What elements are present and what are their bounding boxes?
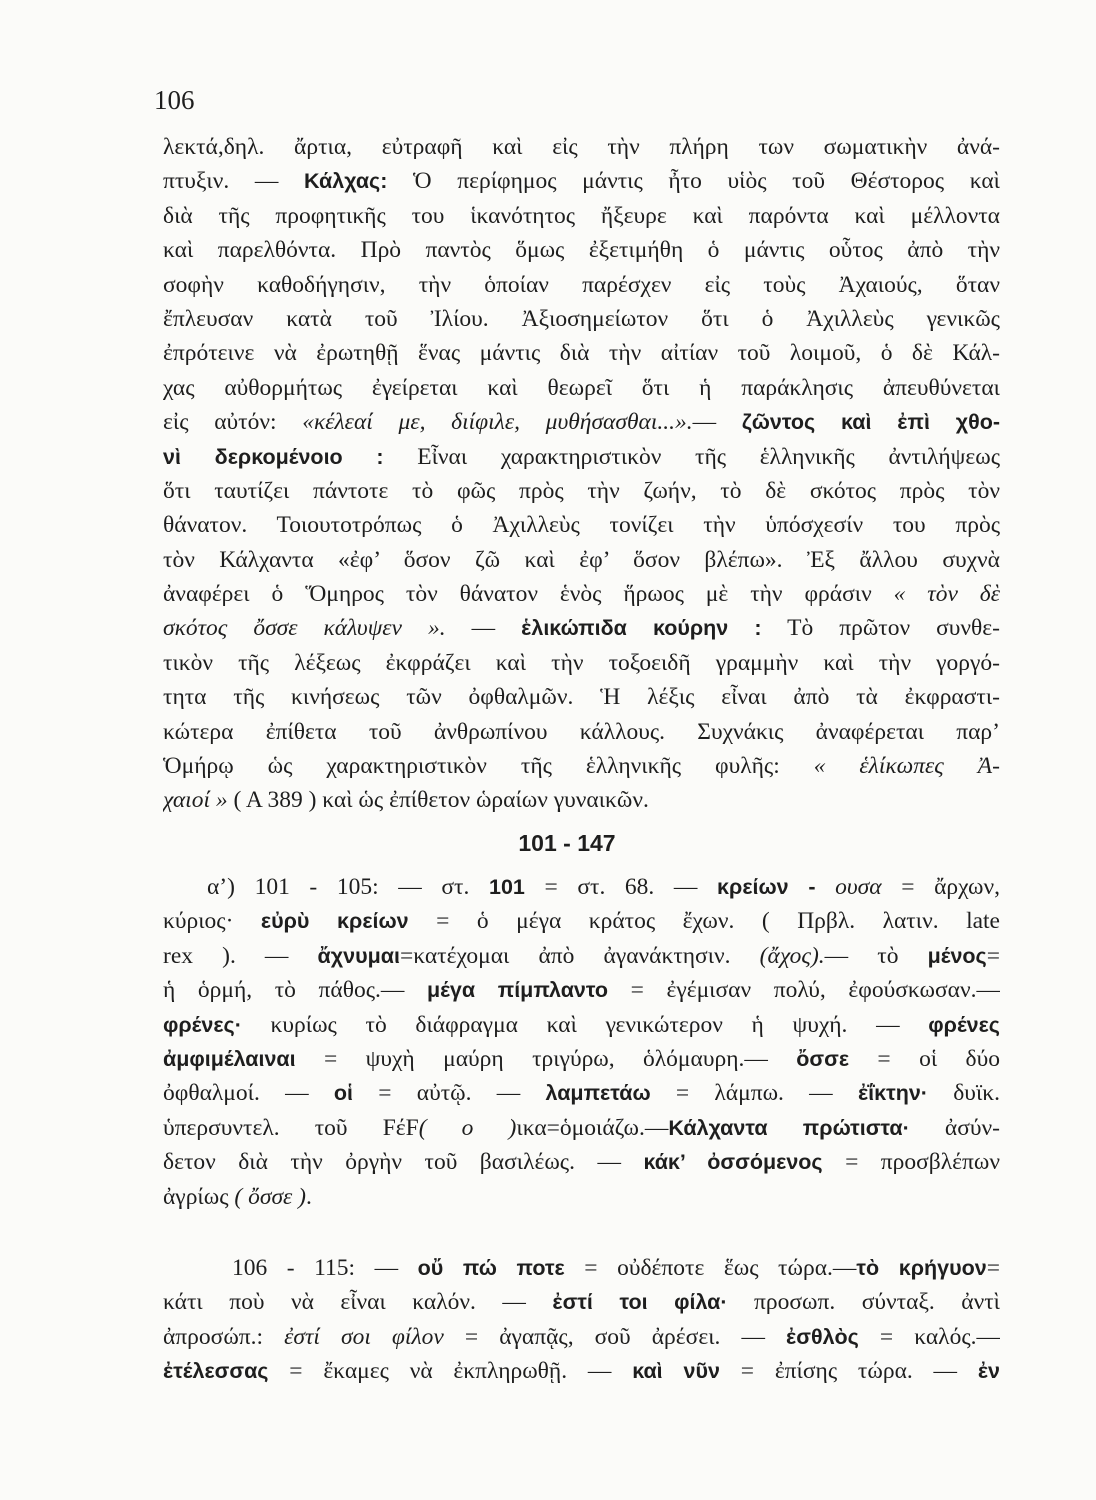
text-line (163, 973, 1000, 1007)
body-text: Ὁμήρῳ ὡς χαρακτηριστικὸν τῆς ἑλληνικῆς φυλῆς: (163, 753, 814, 780)
body-text: α’) 101 - 105: — στ. (207, 874, 489, 900)
text-line (163, 577, 1000, 611)
page-number: 106 (154, 85, 195, 115)
text-line (163, 1251, 1000, 1285)
lemma-term: κάκ’ ὀσσόμενος (643, 1150, 823, 1175)
body-text: λεκτά,δηλ. ἄρτια, εὐτραφῆ καὶ εἰς τὴν πλήρη των σωματικὴν ἀνά- (163, 134, 1000, 160)
text-line (163, 405, 1000, 439)
lemma-term: κρείων - (717, 875, 816, 899)
body-text: σοφὴν καθοδήγησιν, τὴν ὁποίαν παρέσχεν εἰς τοὺς Ἀχαιούς, ὅταν (163, 271, 1000, 298)
body-text: ικα=ὁμοιάζω.— (516, 1114, 669, 1141)
text-line (163, 164, 1000, 198)
lemma-term: μέγα πίμπλαντο (427, 978, 608, 1003)
lemma-term: φρένες (928, 1012, 1000, 1037)
text-line (163, 715, 1000, 749)
text-line (163, 904, 1000, 938)
italic-quote: σκότος ὄσσε κάλυψεν ». (163, 615, 446, 642)
italic-quote: « ἑλίκωπες Ἀ- (813, 753, 1000, 780)
body-text: = ἔκαμες νὰ ἐκπληρωθῇ. — (268, 1358, 633, 1385)
text-line (163, 870, 1000, 904)
body-text: . (306, 1183, 312, 1210)
body-text: = ἄρχων, (881, 874, 1000, 900)
lemma-term: Κάλχαντα πρώτιστα· (668, 1115, 910, 1140)
italic-quote: «κέλεαί με, διίφιλε, μυθήσασθαι...». (302, 409, 693, 436)
body-text: Τὸ πρῶτον συνθε- (761, 615, 1000, 642)
body-text: κώτερα ἐπίθετα τοῦ ἀνθρωπίνου κάλλους. Συχνάκις ἀναφέρεται παρ’ (163, 718, 1000, 745)
body-text: ( Α 389 ) καὶ ὡς ἐπίθετον ὡραίων γυναικῶν. (227, 787, 649, 814)
lemma-term: ἐστί τοι φίλα· (552, 1290, 728, 1315)
lemma-term: Κάλχας: (304, 169, 388, 194)
body-text: ἡ ὁρμή, τὸ πάθος.— (163, 977, 428, 1004)
body-text: =κατέχομαι ἀπὸ ἀγανάκτησιν. (399, 942, 760, 969)
lemma-term: ζῶντος καὶ ἐπὶ χθο- (741, 410, 1000, 435)
lemma-term: ἐν (977, 1359, 1000, 1384)
text-line (163, 543, 1000, 577)
body-text: = (986, 942, 1000, 969)
text-line (163, 1111, 1000, 1145)
body-text: = αὐτῷ. — (352, 1080, 546, 1107)
lemma-term: ἀμφιμέλαιναι (163, 1046, 296, 1071)
body-text: = καλός.— (858, 1323, 1000, 1350)
body-text: = ἐπίσης τώρα. — (719, 1358, 978, 1385)
text-line (163, 749, 1000, 783)
text-line (163, 1354, 1000, 1388)
italic-quote: ( ο ) (418, 1114, 517, 1141)
body-text: δετον διὰ τὴν ὀργὴν τοῦ βασιλέως. — (163, 1149, 644, 1176)
text-line (163, 939, 1000, 973)
body-text: κάτι ποὺ νὰ εἶναι καλόν. — (163, 1289, 553, 1316)
body-text: = ἀγαπᾷς, σοῦ ἀρέσει. — (443, 1323, 787, 1350)
italic-quote: χαιοί » (163, 787, 228, 814)
body-text: = οὐδέποτε ἕως τώρα.— (564, 1255, 857, 1281)
lemma-term: ὄσσε (796, 1046, 850, 1071)
body-text: ὑπερσυντελ. τοῦ FέF (163, 1114, 419, 1141)
body-text: εἰς αὐτόν: (163, 409, 303, 436)
lemma-term: τὸ κρήγυον (856, 1256, 987, 1280)
body-text: ἀσύν- (909, 1114, 1000, 1141)
lemma-term: ἐσθλὸς (786, 1324, 859, 1349)
body-text: θάνατον. Τοιουτοτρόπως ὁ Ἀχιλλεὺς τονίζει τὴν ὑπόσχεσίν του πρὸς (163, 512, 1000, 539)
text-line (163, 1076, 1000, 1110)
body-text: Ὁ περίφημος μάντις ἦτο υἱὸς τοῦ Θέστορος καὶ (387, 168, 1000, 195)
text-line (163, 268, 1000, 302)
body-text: ἀπροσώπ.: (163, 1323, 285, 1350)
body-text: ἀγρίως (163, 1183, 235, 1210)
body-text: — (692, 409, 742, 436)
lemma-term: 101 (488, 875, 525, 899)
body-text: χας αὐθορμήτως ἐγείρεται καὶ θεωρεῖ ὅτι ἡ παράκλησις ἀπευθύνεται (163, 374, 1000, 401)
body-text: rex ). — (163, 942, 318, 969)
body-text: πτυξιν. — (163, 168, 305, 195)
body-text: προσωπ. σύνταξ. ἀντὶ (727, 1289, 1000, 1316)
text-line (163, 474, 1000, 508)
body-text: τητα τῆς κινήσεως τῶν ὀφθαλμῶν. Ἡ λέξις εἶναι ἀπὸ τὰ ἐκφραστι- (163, 684, 1000, 711)
italic-quote: ουσα (815, 874, 882, 900)
lemma-term: καὶ νῦν (632, 1359, 720, 1384)
body-text: κύριος· (163, 908, 261, 935)
text-line (163, 680, 1000, 714)
text-line (163, 371, 1000, 405)
body-text: τὸν Κάλχαντα «ἐφ’ ὅσον ζῶ καὶ ἐφ’ ὅσον βλέπω». Ἐξ ἄλλου συχνὰ (163, 546, 1000, 573)
text-line (163, 336, 1000, 370)
text-line (163, 611, 1000, 645)
body-text: = στ. 68. — (524, 874, 718, 900)
body-text: = ἐγέμισαν πολύ, ἐφούσκωσαν.— (608, 977, 1000, 1004)
body-text: Εἶναι χαρακτηριστικὸν τῆς ἑλληνικῆς ἀντιλήψεως (383, 443, 1000, 470)
text-line (163, 508, 1000, 542)
body-text: = προσβλέπων (822, 1149, 1000, 1176)
body-text: — τὸ (824, 942, 928, 969)
commentary-paragraph (163, 130, 1000, 818)
section-heading: 101 - 147 (518, 830, 616, 856)
commentary-paragraph (163, 870, 1000, 1214)
body-text: διὰ τῆς προφητικῆς του ἱκανότητος ἤξευρε καὶ παρόντα καὶ μέλλοντα (163, 202, 1000, 229)
lemma-term: νὶ δερκομένοιο : (163, 444, 384, 469)
text-line (163, 130, 1000, 164)
text-line (163, 199, 1000, 233)
lemma-term: οἱ (333, 1081, 353, 1106)
text-line (163, 302, 1000, 336)
text-line (163, 1042, 1000, 1076)
italic-quote: ἐστί σοι φίλον (284, 1323, 444, 1350)
text-line (163, 440, 1000, 474)
lemma-term: λαμπετάω (545, 1081, 651, 1106)
body-text: = ψυχὴ μαύρη τριγύρω, ὁλόμαυρη.— (295, 1045, 797, 1072)
text-line (163, 233, 1000, 267)
lemma-term: οὔ πώ ποτε (417, 1256, 565, 1280)
body-text: δυϊκ. (927, 1080, 1000, 1107)
body-text: καὶ παρελθόντα. Πρὸ παντὸς ὅμως ἐξετιμήθη ὁ μάντις οὗτος ἀπὸ τὴν (163, 237, 1000, 264)
text-line (163, 783, 1000, 817)
text-line (163, 646, 1000, 680)
italic-quote: ( ὄσσε ) (234, 1183, 306, 1210)
italic-quote: « τὸν δὲ (893, 581, 1000, 608)
text-line (163, 1180, 1000, 1214)
body-text: = λάμπω. — (650, 1080, 858, 1107)
lemma-term: φρένες· (163, 1012, 242, 1037)
italic-quote: (ἄχος). (759, 942, 825, 969)
body-text: ὀφθαλμοί. — (163, 1080, 334, 1107)
text-line (163, 1320, 1000, 1354)
lemma-term: ἐτέλεσσας (163, 1359, 269, 1384)
text-line (163, 1145, 1000, 1179)
body-text: τικὸν τῆς λέξεως ἐκφράζει καὶ τὴν τοξοειδῆ γραμμὴν καὶ τὴν γοργό- (163, 649, 1000, 676)
lemma-term: εὐρὺ κρείων (260, 909, 409, 934)
lemma-term: ἄχνυμαι (317, 943, 400, 968)
lemma-term: μένος (927, 943, 987, 968)
body-text: = ὁ μέγα κράτος ἔχων. ( Πρβλ. λατιν. late (408, 908, 1000, 935)
commentary-paragraph (163, 1251, 1000, 1389)
body-text: κυρίως τὸ διάφραγμα καὶ γενικώτερον ἡ ψυχή. — (241, 1011, 929, 1038)
body-text: ἐπρότεινε νὰ ἐρωτηθῇ ἕνας μάντις διὰ τὴν αἰτίαν τοῦ λοιμοῦ, ὁ δὲ Κάλ- (163, 340, 1000, 367)
body-text: = (986, 1255, 1000, 1281)
body-text: 106 - 115: — (232, 1255, 418, 1281)
body-text: ἔπλευσαν κατὰ τοῦ Ἰλίου. Ἀξιοσημείωτον ὅτι ὁ Ἀχιλλεὺς γενικῶς (163, 305, 1000, 332)
lemma-term: ἐΐκτην· (857, 1081, 928, 1106)
body-text: — (445, 615, 522, 642)
text-line (163, 1285, 1000, 1319)
text-line (163, 1008, 1000, 1042)
body-text: = οἱ δύο (849, 1045, 1000, 1072)
body-text: ἀναφέρει ὁ Ὅμηρος τὸν θάνατον ἑνὸς ἥρωος μὲ τὴν φράσιν (163, 581, 894, 608)
body-text: ὅτι ταυτίζει πάντοτε τὸ φῶς πρὸς τὴν ζωήν, τὸ δὲ σκότος πρὸς τὸν (163, 477, 1000, 504)
lemma-term: ἑλικώπιδα κούρην : (521, 616, 762, 641)
